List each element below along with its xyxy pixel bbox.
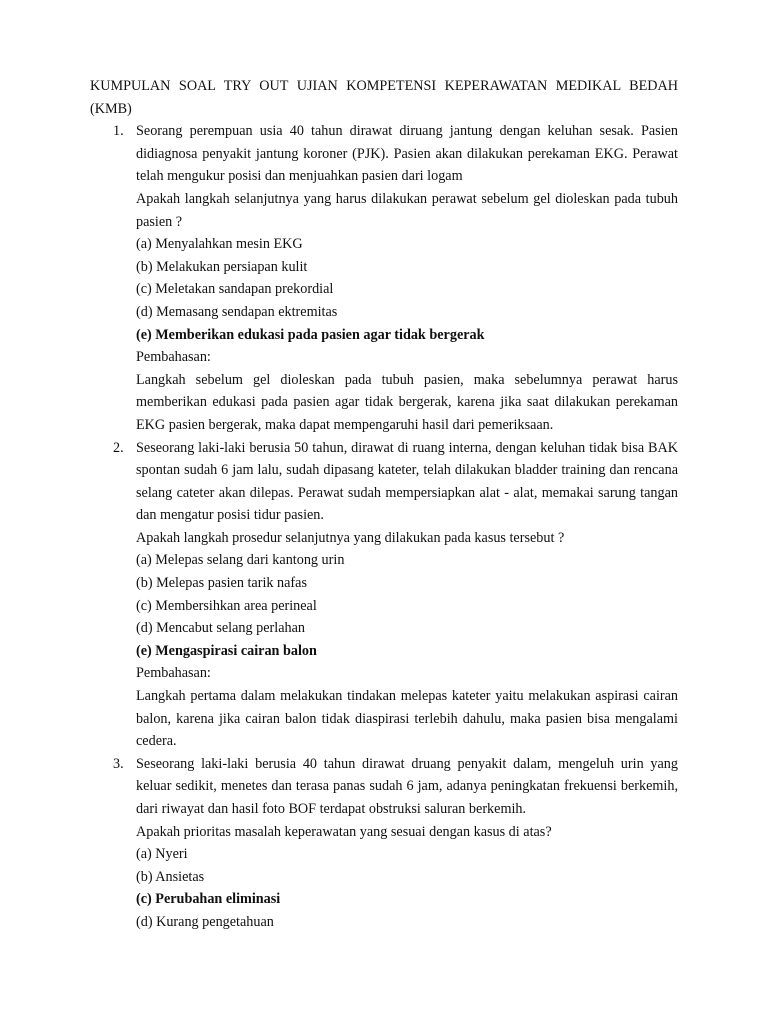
- question-number: 1.: [113, 123, 124, 140]
- option-d: (d) Memasang sendapan ektremitas: [136, 303, 338, 320]
- question-stem: Seseorang laki-laki berusia 40 tahun dirawat druang penyakit dalam, mengeluh urin yang keluar sedikit, menetes dan terasa panas sudah 6 jam, adanya peningkatan frekuensi berkemih, dari riwayat dan hasil foto BOF terdapat obstruksi saluran berkemih.: [136, 755, 678, 817]
- question-stem: Seseorang laki-laki berusia 50 tahun, dirawat di ruang interna, dengan keluhan tidak bisa BAK spontan sudah 6 jam lalu, sudah dipasang kateter, telah dilakukan bladder training dan rencana selang cateter akan dilepas. Perawat sudah mempersiapkan alat - alat, memakai sarung tangan dan mengatur posisi tidur pasien.: [136, 439, 678, 524]
- option-e-correct: (e) Mengaspirasi cairan balon: [136, 642, 317, 659]
- option-a: (a) Nyeri: [136, 846, 188, 863]
- discussion-label: Pembahasan:: [136, 349, 211, 366]
- option-c-correct: (c) Perubahan eliminasi: [136, 891, 281, 908]
- option-d: (d) Kurang pengetahuan: [136, 913, 274, 930]
- question-number: 2.: [113, 439, 124, 456]
- option-e-correct: (e) Memberikan edukasi pada pasien agar tidak bergerak: [136, 326, 485, 343]
- option-d: (d) Mencabut selang perlahan: [136, 620, 305, 637]
- discussion-text: Langkah sebelum gel dioleskan pada tubuh pasien, maka sebelumnya perawat harus memberikan edukasi pada pasien agar tidak bergerak, karena jika saat dilakukan perekaman EKG pasien bergerak, maka dapat mempengaruhi hasil dari pemeriksaan.: [136, 371, 678, 433]
- option-a: (a) Menyalahkan mesin EKG: [136, 236, 303, 253]
- question-prompt: Apakah langkah prosedur selanjutnya yang dilakukan pada kasus tersebut ?: [136, 529, 565, 546]
- question-2: [90, 437, 678, 753]
- question-1: [90, 120, 678, 436]
- question-prompt: Apakah langkah selanjutnya yang harus dilakukan perawat sebelum gel dioleskan pada tubuh pasien ?: [136, 190, 678, 230]
- question-prompt: Apakah prioritas masalah keperawatan yang sesuai dengan kasus di atas?: [136, 823, 552, 840]
- discussion-label: Pembahasan:: [136, 665, 211, 682]
- document-page: [90, 75, 678, 934]
- option-a: (a) Melepas selang dari kantong urin: [136, 552, 345, 569]
- discussion-text: Langkah pertama dalam melakukan tindakan melepas kateter yaitu melakukan aspirasi cairan balon, karena jika cairan balon tidak diaspirasi terlebih dahulu, maka pasien bisa mengalami cedera.: [136, 688, 678, 750]
- option-b: (b) Melakukan persiapan kulit: [136, 258, 308, 275]
- question-3: [90, 753, 678, 934]
- question-stem: Seorang perempuan usia 40 tahun dirawat diruang jantung dengan keluhan sesak. Pasien didiagnosa penyakit jantung koroner (PJK). Pasien akan dilakukan perekaman EKG. Perawat telah mengukur posisi dan menjuahkan pasien dari logam: [136, 123, 678, 185]
- question-list: [90, 120, 678, 933]
- question-number: 3.: [113, 755, 124, 772]
- document-title: KUMPULAN SOAL TRY OUT UJIAN KOMPETENSI KEPERAWATAN MEDIKAL BEDAH (KMB): [90, 78, 678, 117]
- option-b: (b) Ansietas: [136, 868, 205, 885]
- option-c: (c) Meletakan sandapan prekordial: [136, 281, 334, 298]
- option-b: (b) Melepas pasien tarik nafas: [136, 575, 307, 592]
- option-c: (c) Membersihkan area perineal: [136, 597, 317, 614]
